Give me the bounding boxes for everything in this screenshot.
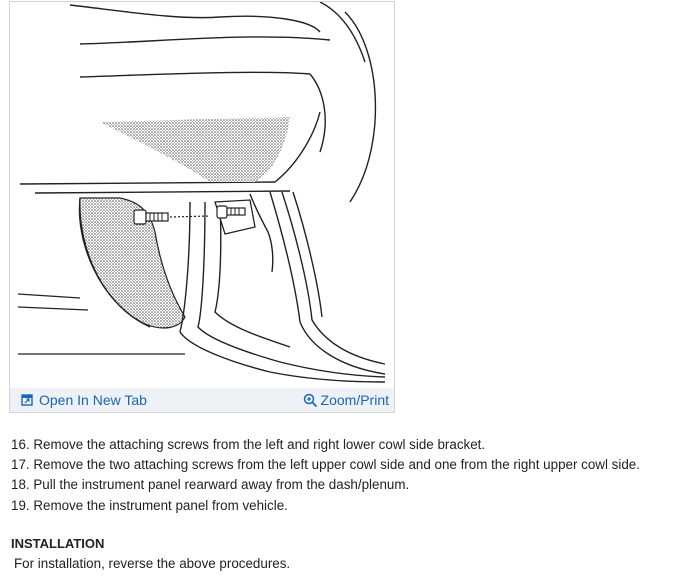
list-item: 16. Remove the attaching screws from the left and right lower cowl side bracket.: [11, 437, 486, 452]
zoom-icon: [303, 393, 318, 408]
list-item: 19. Remove the instrument panel from vehicle.: [11, 497, 288, 513]
installation-text: For installation, reverse the above procedures.: [14, 556, 291, 571]
attaching-screw-left: [134, 210, 210, 224]
figure-toolbar: [10, 388, 394, 412]
zoom-print-label: Zoom/Print: [320, 392, 389, 408]
cowl-pillar: [180, 192, 385, 382]
zoom-print-link[interactable]: [303, 392, 389, 408]
open-in-new-tab-label: Open In New Tab: [39, 392, 147, 408]
shaded-dash-panel: [100, 117, 290, 182]
installation-heading: INSTALLATION: [11, 536, 105, 551]
open-in-new-tab-link[interactable]: [21, 392, 147, 408]
figure-card: [9, 1, 395, 413]
shaded-kick-panel: [79, 198, 185, 328]
cowl-side-diagram: [10, 2, 394, 388]
list-item: 18. Pull the instrument panel rearward away from the dash/plenum.: [11, 477, 410, 493]
procedure-steps: [11, 435, 640, 516]
open-in-new-tab-icon: [21, 394, 33, 406]
list-item: 17. Remove the two attaching screws from the left upper cowl side and one from the right upper cowl side.: [11, 457, 640, 473]
